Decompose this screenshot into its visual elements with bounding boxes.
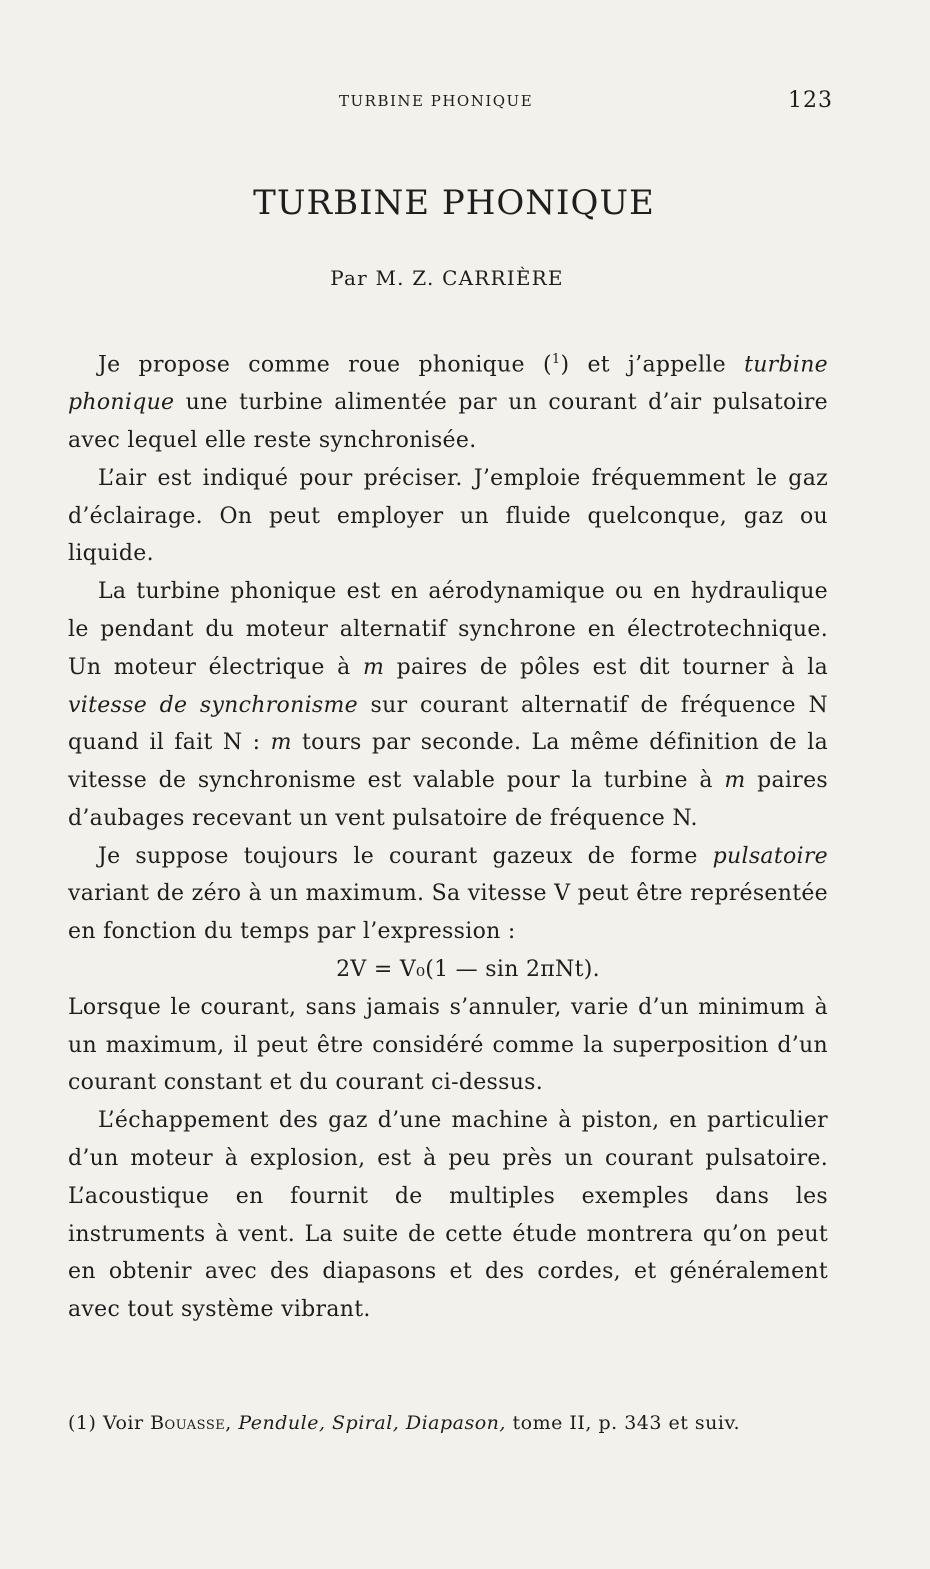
equation: 2V = V₀(1 — sin 2πNt). (336, 957, 600, 983)
math-variable: m (724, 768, 746, 794)
italic-term: pulsatoire (712, 843, 828, 869)
footnote-reference: 1 (551, 352, 561, 367)
text-run: paires d’aubages recevant un vent pulsatoire de fréquence N. (68, 768, 828, 831)
cited-author: Bouasse, (150, 1412, 232, 1434)
page-number: 123 (788, 88, 833, 113)
text-run: une turbine alimentée par un courant d’air pulsatoire avec lequel elle reste synchronisée. (68, 390, 828, 453)
text-run: La turbine phonique est en aérodynamique ou en hydraulique le pendant du moteur alternatif synchrone en électrotechnique. Un moteur électrique à (68, 579, 828, 680)
math-variable: m (270, 730, 292, 756)
text-run: paires de pôles est dit tourner à la (384, 654, 828, 680)
paragraph-5: Lorsque le courant, sans jamais s’annuler, varie d’un minimum à un maximum, il peut être considéré comme la superposition d’un courant constant et du courant ci-dessus. (68, 994, 828, 1096)
text-run: Je propose comme roue phonique ( (98, 352, 552, 378)
italic-term: turbine phonique (68, 352, 828, 416)
text-run: variant de zéro à un maximum. Sa vitesse V peut être représentée en fonction du temps par l’expression : (68, 881, 828, 945)
paragraph-2: L’air est indiqué pour préciser. J’emploie fréquemment le gaz d’éclairage. On peut employer un fluide quelconque, gaz ou liquide. (68, 465, 828, 567)
paragraph-1 (68, 341, 828, 460)
paragraph-3 (68, 573, 828, 838)
text-run: ) et j’appelle (560, 352, 745, 378)
running-header (0, 88, 930, 118)
text-run: tours par seconde. La même définition de la vitesse de synchronisme est valable pour la turbine à (68, 730, 828, 794)
article-body (68, 341, 828, 1329)
text-run: sur courant alternatif de fréquence N quand il fait N : (68, 692, 828, 756)
text-run: Je suppose toujours le courant gazeux de forme (98, 843, 713, 869)
italic-term: vitesse de synchronisme (68, 692, 358, 718)
paragraph-4 (68, 838, 828, 951)
paragraph-6: L’échappement des gaz d’une machine à piston, en particulier d’un moteur à explosion, est à peu près un courant pulsatoire. L’acoustique en fournit de multiples exemples dans les instruments à vent. La suite de cette étude montrera qu’on peut en obtenir avec des diapasons et des cordes, et généralement avec tout système vibrant. (68, 1108, 828, 1323)
footnote (68, 1407, 828, 1440)
cited-work: Pendule, Spiral, Diapason, (238, 1412, 506, 1434)
running-title: TURBINE PHONIQUE (339, 92, 534, 110)
math-variable: m (362, 654, 385, 680)
text-run: Voir (96, 1412, 151, 1434)
text-run: tome II, p. 343 et suiv. (505, 1412, 741, 1434)
article-byline: Par M. Z. CARRIÈRE (330, 266, 564, 290)
footnote-marker: (1) (68, 1412, 97, 1434)
article-title: TURBINE PHONIQUE (253, 183, 655, 223)
